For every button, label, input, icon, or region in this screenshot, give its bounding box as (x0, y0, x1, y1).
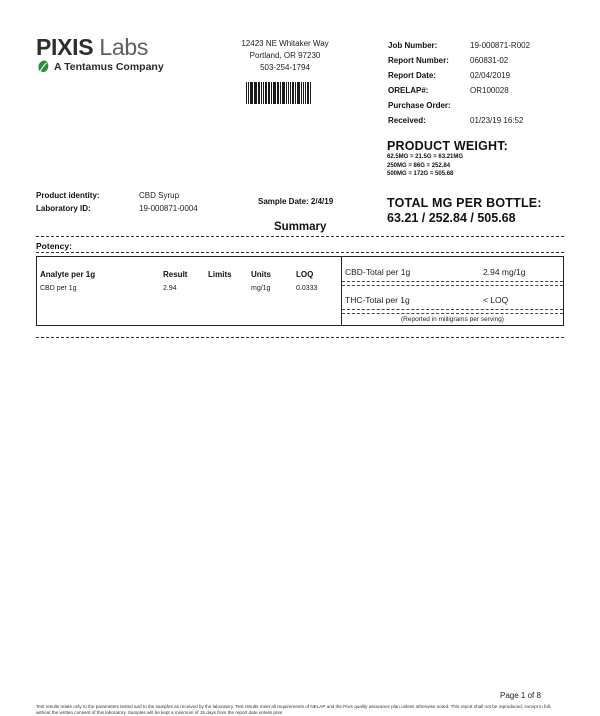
barcode-bar (251, 82, 252, 104)
barcode-bar (297, 82, 298, 104)
barcode-bar (246, 82, 247, 104)
job-info-value: 060831-02 (470, 56, 509, 65)
barcode-bar (293, 82, 294, 104)
barcode-bar (248, 82, 249, 104)
cell-result: 2.94 (163, 285, 177, 292)
barcode-bar (283, 82, 285, 104)
job-info-row (388, 98, 530, 113)
product-weight-title: PRODUCT WEIGHT: (387, 139, 509, 153)
laboratory-id-label: Laboratory ID: (36, 204, 91, 213)
job-info-label: Report Number: (388, 56, 449, 65)
barcode-bar (290, 82, 291, 104)
lab-address (225, 38, 345, 74)
job-info-row (388, 53, 530, 68)
job-info-row (388, 83, 530, 98)
cell-loq: 0.0333 (296, 285, 318, 292)
box-divider (341, 257, 342, 325)
product-identity-value: CBD Syrup (139, 191, 180, 200)
barcode-bar (261, 82, 262, 104)
thc-total-label: THC-Total per 1g (345, 295, 410, 305)
section-divider (36, 236, 564, 237)
summary-title: Summary (274, 221, 327, 233)
barcode-bar (308, 82, 309, 104)
address-street: 12423 NE Whitaker Way (241, 39, 329, 48)
header-limits: Limits (208, 270, 232, 279)
address-city: Portland, OR 97230 (249, 51, 321, 60)
sample-date: Sample Date: 2/4/19 (258, 197, 334, 206)
barcode-bar (298, 82, 300, 104)
product-weight (387, 139, 508, 179)
reported-note: (Reported in milligrams per serving) (401, 316, 504, 323)
barcode-bar (273, 82, 274, 104)
job-info-row (388, 38, 530, 53)
job-info-label: ORELAP#: (388, 86, 429, 95)
barcode-bar (265, 82, 266, 104)
company-logo (36, 36, 164, 74)
logo-brand-primary: PIXIS (36, 34, 94, 60)
total-mg-per-bottle (387, 196, 542, 225)
barcode-bar (277, 82, 278, 104)
address-phone: 503-254-1794 (260, 63, 310, 72)
page-number: Page 1 of 8 (500, 691, 541, 700)
barcode-bar (292, 82, 293, 104)
product-weight-line: 250MG = 86G = 252.84 (387, 162, 451, 169)
job-info-row (388, 113, 530, 128)
barcode-bar (278, 82, 279, 104)
barcode-bar (268, 82, 270, 104)
laboratory-id-value: 19-000871-0004 (139, 204, 198, 213)
product-identity (36, 189, 198, 215)
barcode-bar (258, 82, 259, 104)
inner-divider (342, 313, 563, 314)
barcode-bar (301, 82, 302, 104)
barcode-bar (271, 82, 272, 104)
cbd-total-label: CBD-Total per 1g (345, 267, 411, 277)
barcode-bar (280, 82, 281, 104)
barcode-bar (305, 82, 306, 104)
job-info-label: Received: (388, 116, 426, 125)
barcode-bar (295, 82, 296, 104)
footer-disclaimer: Test results relate only to the parameters tested and to the samples as received by the laboratory. Test results meet all requirements of NELAP and the Pixis quality assurance plan unless otherwise noted. This report shall not be reproduced, except in full, without the written consent of this laboratory. Samples will be kept a minimum of 15 days from the report date unless prior (36, 704, 552, 715)
header-loq: LOQ (296, 270, 314, 279)
section-divider (36, 252, 564, 253)
barcode-bar (259, 82, 260, 104)
cell-analyte: CBD per 1g (40, 285, 77, 292)
header-result: Result (163, 270, 188, 279)
job-info-value: 02/04/2019 (470, 71, 511, 80)
job-info (388, 38, 530, 128)
total-mg-title: TOTAL MG PER BOTTLE: (387, 196, 542, 210)
product-weight-line: 500MG = 172G = 505.68 (387, 171, 454, 177)
barcode-bar (303, 82, 304, 104)
logo-tagline: A Tentamus Company (54, 60, 164, 73)
section-divider (36, 337, 564, 338)
thc-total-value: < LOQ (483, 295, 509, 305)
barcode-bar (266, 82, 267, 104)
logo-brand-secondary: Labs (99, 34, 149, 60)
cbd-total-value: 2.94 mg/1g (483, 267, 526, 277)
job-info-label: Job Number: (388, 41, 438, 50)
barcode-bar (286, 82, 287, 104)
job-info-label: Purchase Order: (388, 101, 451, 110)
job-info-label: Report Date: (388, 71, 437, 80)
barcode-bar (254, 82, 255, 104)
total-mg-value: 63.21 / 252.84 / 505.68 (387, 211, 516, 225)
potency-label: Potency: (36, 241, 72, 251)
barcode-bar (307, 82, 308, 104)
barcode-bar (250, 82, 251, 104)
inner-divider (342, 285, 563, 286)
leaf-icon (36, 59, 51, 74)
barcode-bar (274, 82, 275, 104)
product-weight-line: 62.5MG = 21.5G = 63.21MG (387, 154, 464, 160)
header-analyte: Analyte per 1g (40, 270, 96, 279)
results-box (36, 256, 564, 326)
barcode-bar (310, 82, 311, 104)
barcode (246, 82, 312, 104)
barcode-bar (263, 82, 264, 104)
product-identity-label: Product identity: (36, 191, 100, 200)
job-info-value: 01/23/19 16:52 (470, 116, 524, 125)
job-info-value: OR100028 (470, 86, 509, 95)
cell-units: mg/1g (251, 285, 271, 292)
header-units: Units (251, 270, 271, 279)
inner-divider (342, 309, 563, 310)
barcode-bar (282, 82, 283, 104)
job-info-row (388, 68, 530, 83)
inner-divider (342, 281, 563, 282)
job-info-value: 19-000871-R002 (470, 41, 531, 50)
barcode-bar (255, 82, 257, 104)
barcode-bar (288, 82, 289, 104)
